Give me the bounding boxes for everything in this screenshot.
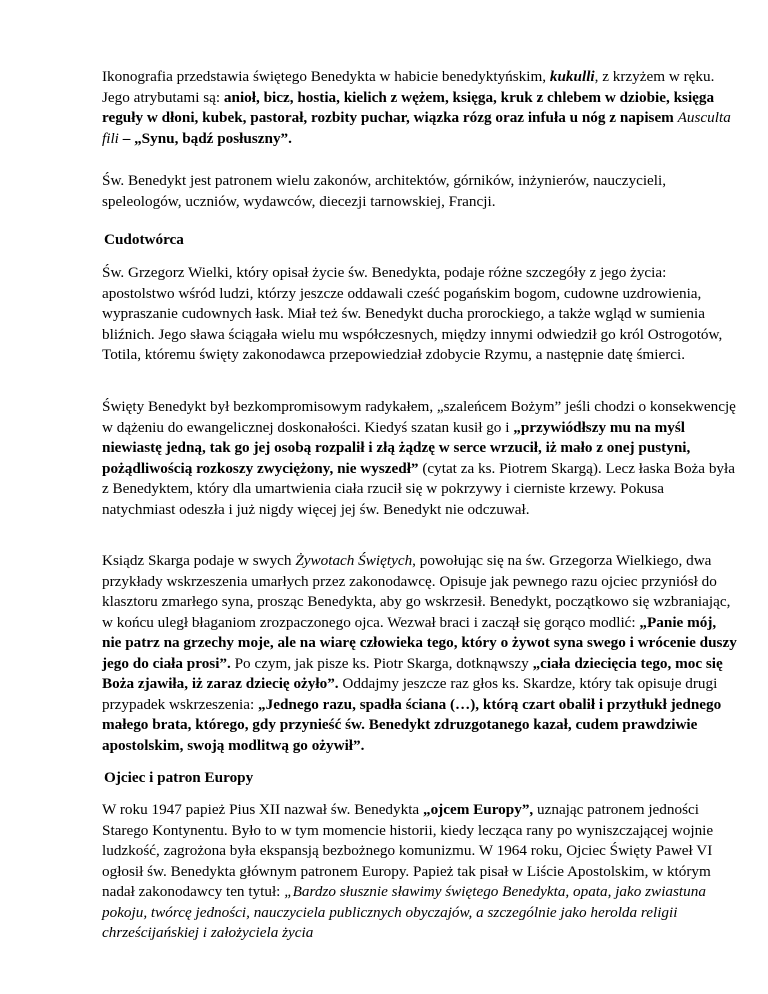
heading-father-of-europe: Ojciec i patron Europy — [104, 769, 254, 786]
text-run: , powołując się na św. Grzegorza Wielkiego, dwa przykłady wskrzeszenia umarłych przez zakonodawcę. Opisuje jak pewnego razu ojciec przyniósł do klasztoru zmarłego syna, prosząc Benedykta, aby go wskrzesił. Benedykt, początkowo się wzbraniając, w końcu uległ błaganiom zrozpaczonego ojca. Wezwał braci i zaczął się gorąco modlić: — [102, 552, 731, 631]
emphasis-kukulla: kukulli — [549, 68, 595, 85]
paragraph-patron-europe — [102, 800, 738, 944]
text-run: , z krzyżem w ręku. Jego atrybutami są: — [102, 68, 715, 106]
text-run: Ikonografia przedstawia świętego Benedykta w habicie benedyktyńskim, — [102, 68, 550, 85]
paragraph-temptation — [102, 397, 738, 520]
quote-child-revived: „ciała dziecięcia tego, moc się Boża zjawiła, iż zaraz dziecię ożyło”. — [102, 654, 723, 692]
paragraph-gregory: Św. Grzegorz Wielki, który opisał życie św. Benedykta, podaje różne szczegóły z jego życia: apostolstwo wśród ludzi, którzy jeszcze oddawali cześć pogańskim bogom, cudowne uzdrowienia, wypraszanie cudownych łask. Miał też św. Benedykt ducha prorockiego, a także wgląd w sumienia bliźnich. Jego sława ściągała wielu mu współczesnych, między innymi odwiedził go król Ostrogotów, Totila, któremu święty zakonodawca przepowiedział zdobycie Rzymu, a następnie datę śmierci. — [102, 264, 723, 363]
book-title: Żywotach Świętych — [295, 552, 413, 569]
text-run: Po czym, jak pisze ks. Piotr Skarga, dotknąwszy — [230, 654, 533, 672]
paragraph-iconography — [102, 67, 738, 149]
paragraph-resurrections — [102, 551, 738, 756]
quote-prayer: „Panie mój, nie patrz na grzechy moje, ale na wiarę człowieka tego, który o żywot syna swego i wrócenie duszy jego do ciała prosi”. — [102, 613, 737, 672]
text-run: W roku 1947 papież Pius XII nazwał św. Benedykta — [102, 801, 423, 818]
quote-temptation: „przywiódłszy mu na myśl niewiastę jedną, tak go jej osobą rozpalił i złą żądzę w serce wrzucił, iż mało z onej pustyni, pożądliwością rozkoszy zwyciężony, nie wyszedł” — [102, 418, 691, 477]
text-run: uznając patronem jedności Starego Kontynentu. Było to w tym momencie historii, kiedy lecząca rany po wyniszczającej wojnie ludzkość, zagrożona była ekspansją bezbożnego komunizmu. W 1964 roku, Ojciec Święty Paweł VI ogłosił św. Benedykta głównym patronem Europy. Papież tak pisał w Liście Apostolskim, w którym nadał zakonodawcy ten tytuł: — [102, 801, 714, 900]
text-run: Oddajmy jeszcze raz głos ks. Skardze, który tak opisuje drugi przypadek wskrzeszenia: — [102, 675, 718, 713]
inscription-translation: – „Synu, bądź posłuszny”. — [118, 129, 292, 147]
quote-wall-collapse: „Jednego razu, spadła ściana (…), którą czart obalił i przytłukł jednego małego brata, którego, gdy przynieść św. Benedykt zdruzgotanego kazał, cudem prawdziwie apostolskim, swoją modlitwą go ożywił”. — [102, 695, 722, 754]
text-run: (cytat za ks. Piotrem Skargą). Lecz łaska Boża była z Benedyktem, który dla umartwienia ciała rzucił się w pokrzywy i cierniste krzewy. Pokusa natychmiast odeszła i już nigdy więcej jej św. Benedykt nie odczuwał. — [102, 459, 735, 518]
attributes-list: anioł, bicz, hostia, kielich z wężem, księga, kruk z chlebem w dziobie, księga reguły w dłoni, kubek, pastorał, rozbity puchar, wiązka rózg oraz infuła u nóg z napisem — [102, 88, 715, 126]
heading-miracle-worker: Cudotwórca — [104, 231, 184, 248]
text-run: Święty Benedykt był bezkompromisowym radykałem, „szaleńcem Bożym” jeśli chodzi o konsekwencję w dążeniu do ewangelicznej doskonałości. Kiedyś szatan kusił go i — [102, 398, 736, 436]
quote-apostolic-letter: „Bardzo słusznie sławimy świętego Benedykta, opata, jako zwiastuna pokoju, twórcę jedności, nauczyciela publicznych obyczajów, a szczególnie jako herolda religii chrześcijańskiej i założyciela życia — [102, 883, 706, 941]
paragraph-patronage: Św. Benedykt jest patronem wielu zakonów, architektów, górników, inżynierów, nauczycieli, speleologów, uczniów, wydawców, diecezji tarnowskiej, Francji. — [102, 172, 667, 210]
latin-inscription: Ausculta fili — [102, 109, 731, 147]
emphasis-father-of-europe: „ojcem Europy”, — [422, 801, 534, 818]
text-run: Ksiądz Skarga podaje w swych — [102, 552, 296, 569]
